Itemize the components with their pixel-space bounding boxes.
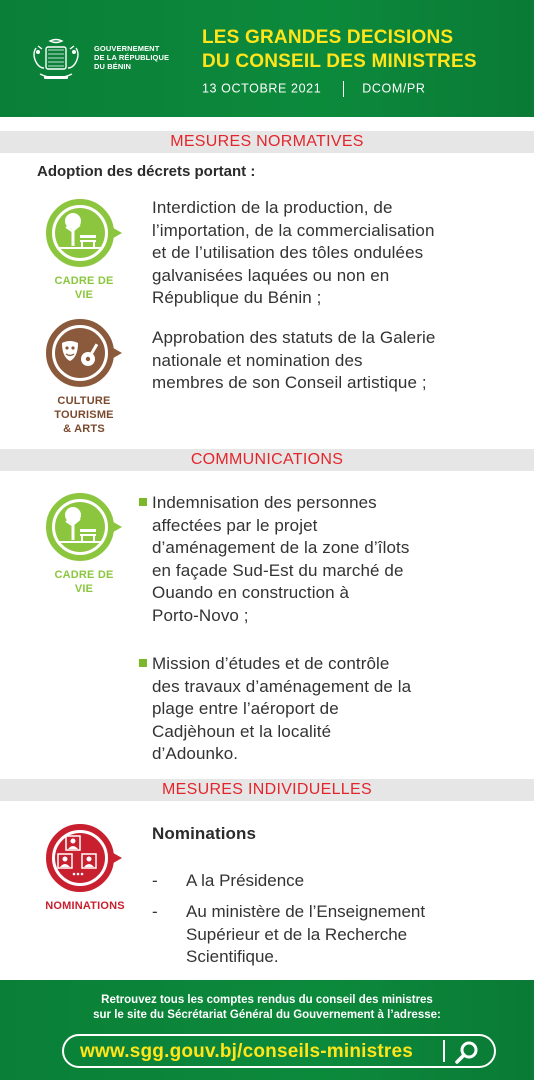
communication-item [152,492,409,627]
government-name [94,44,169,71]
text-line: Au ministère de l’Enseignement [186,902,426,921]
icon-caption [38,568,130,596]
footer-banner [0,980,534,1080]
caption-line: CADRE DE [54,275,114,287]
text-line: Mission d’études et de contrôle [152,654,390,673]
footer-message [0,993,534,1023]
tree-bench-icon [44,491,130,563]
text-line: d’aménagement de la zone d’îlots [152,538,410,557]
text-line: Porto-Novo ; [152,605,249,625]
footer-line: sur le site du Sécrétariat Général du Gouvernement à l’adresse: [93,1009,441,1021]
nominations-people-icon [44,822,130,894]
dash-marker: - [152,871,158,890]
bullet-marker [139,498,147,506]
text-line: plage entre l’aéroport de [152,699,339,718]
gov-line: DU BÉNIN [94,62,132,71]
section-header-individuelles: MESURES INDIVIDUELLES [0,779,534,801]
url-search-box[interactable] [62,1034,496,1068]
text-line: Cadjèhoun et la localité [152,721,332,741]
source-label: DCOM/PR [362,81,426,96]
search-icon[interactable] [452,1039,484,1065]
caption-line: VIE [74,289,94,301]
text-line: République du Bénin ; [152,288,322,307]
decree-text [152,327,435,395]
dash-marker: - [152,902,158,921]
text-line: d’Adounko. [152,744,239,763]
website-link[interactable]: www.sgg.gouv.bj/conseils-ministres [80,1041,414,1062]
page-title [202,26,477,74]
icon-caption [36,394,132,436]
culture-badge [44,317,130,389]
title-line: LES GRANDES DECISIONS [202,27,454,48]
icon-caption [38,274,130,302]
text-line: Scientifique. [186,947,279,966]
tree-bench-icon [44,197,130,269]
text-line: Ouando en construction à [152,583,350,602]
text-line: Supérieur et de la Recherche [186,924,408,944]
text-line: et de l’utilisation des tôles ondulées [152,243,424,262]
divider [343,81,344,97]
divider [443,1040,445,1062]
header-meta [202,81,425,97]
text-line: galvanisées laquées ou non en [152,265,390,285]
section-header-communications: COMMUNICATIONS [0,449,534,471]
text-line: membres de son Conseil artistique ; [152,373,427,392]
text-line: affectées par le projet [152,515,318,535]
text-line: Indemnisation des personnes [152,493,377,512]
text-line: Approbation des statuts de la Galerie [152,328,436,347]
gov-line: GOUVERNEMENT [94,44,160,53]
header-banner [0,0,534,117]
section-header-normatives: MESURES NORMATIVES [0,131,534,153]
cadre-de-vie-badge [44,491,130,563]
caption-line: VIE [74,583,94,595]
date-label: 13 OCTOBRE 2021 [202,81,322,96]
gov-line: DE LA RÉPUBLIQUE [94,53,170,62]
nominations-heading: Nominations [152,824,257,843]
cadre-de-vie-badge [44,197,130,269]
text-line: A la Présidence [186,871,305,890]
bullet-marker [139,659,147,667]
icon-caption: NOMINATIONS [45,900,125,912]
nominations-badge [44,822,130,894]
caption-line: CADRE DE [54,569,114,581]
communication-item [152,653,411,766]
text-line: des travaux d’aménagement de la [152,676,412,696]
caption-line: & ARTS [63,423,105,435]
text-line: Interdiction de la production, de [152,198,393,217]
caption-line: TOURISME [54,409,114,421]
decree-text [152,197,435,310]
text-line: nationale et nomination des [152,350,363,370]
footer-line: Retrouvez tous les comptes rendus du conseil des ministres [101,994,433,1006]
text-line: en façade Sud-Est du marché de [152,560,404,580]
theater-masks-guitar-icon [44,317,130,389]
section-subhead: Adoption des décrets portant : [37,163,256,180]
caption-line: CULTURE [57,395,111,407]
coat-of-arms-icon [30,38,82,84]
text-line: l’importation, de la commercialisation [152,220,435,240]
title-line: DU CONSEIL DES MINISTRES [202,51,477,72]
